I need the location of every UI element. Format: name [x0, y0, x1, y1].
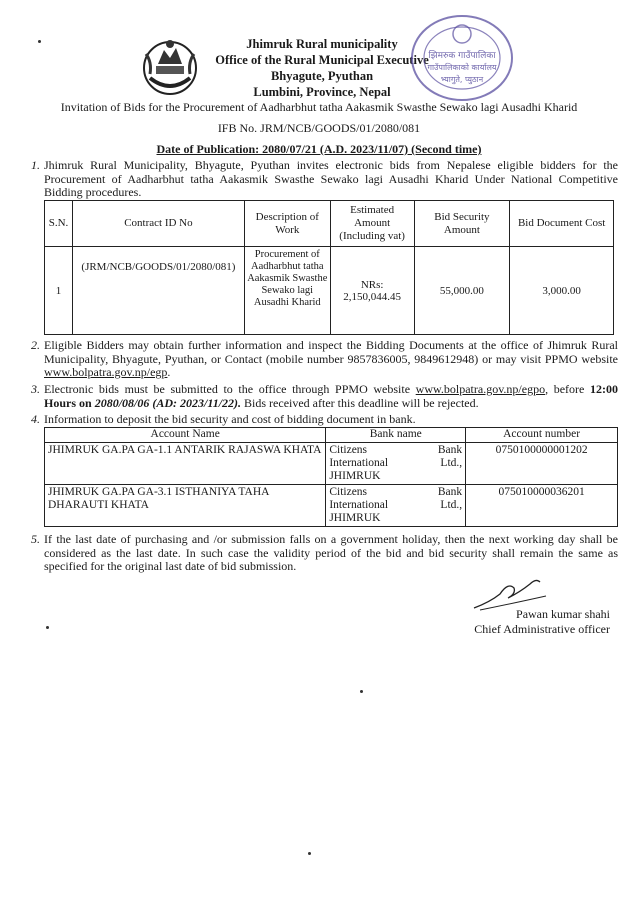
header-line-office: Office of the Rural Municipal Executive	[215, 53, 429, 67]
paragraph-text-c: Bids received after this deadline will be rejected.	[241, 395, 479, 410]
paragraph-number: 3.	[31, 382, 40, 396]
column-header-bid-security: Bid Security Amount	[414, 201, 510, 247]
bank-name-part: International	[329, 457, 389, 469]
scan-speck	[360, 690, 363, 693]
bank-name-part: Ltd.,	[440, 457, 463, 469]
paragraph-number: 2.	[31, 338, 40, 352]
paragraph-text: Electronic bids must be submitted to the office through PPMO website	[44, 382, 416, 396]
ifb-number: IFB No. JRM/NCB/GOODS/01/2080/081	[217, 121, 421, 135]
paragraph-text: Jhimruk Rural Municipality, Bhyagute, Pyuthan invites electronic bids from Nepalese eligible bidders for the Procurement of Aadharbhut tatha Aakasmik Swasthe Sewako lagi Ausadhi Kharid Under National Competitive Bidding procedures.	[44, 158, 618, 199]
paragraph-number: 4.	[31, 412, 40, 426]
bank-name-part: Ltd.,	[440, 499, 463, 511]
cell-document-cost: 3,000.00	[510, 247, 614, 335]
stamp-text-1: झिमरुक गाउँपालिका	[428, 51, 496, 61]
bank-name-part: International	[329, 499, 389, 511]
paragraph-text: If the last date of purchasing and /or submission falls on a government holiday, then the next working day shall be considered as the last date. In such case the validity period of the bid and bid security shall remain the same as specified for the original last date of bid submission.	[44, 532, 618, 573]
signer-block	[440, 607, 610, 637]
table-row	[45, 443, 618, 485]
signer-name: Pawan kumar shahi	[516, 607, 610, 621]
office-header	[212, 36, 432, 100]
table-header-row	[45, 201, 614, 247]
table-row	[45, 247, 614, 335]
scan-speck	[46, 626, 49, 629]
contract-table	[44, 200, 614, 335]
publication-date-text: Date of Publication: 2080/07/21 (A.D. 2023/11/07) (Second time)	[156, 142, 482, 156]
bank-name-part: Citizens	[329, 444, 368, 456]
paragraph-number: 1.	[31, 158, 40, 172]
bank-branch: JHIMRUK	[329, 512, 381, 524]
cell-estimated-amount: NRs: 2,150,044.45	[330, 247, 414, 335]
paragraph-text: Eligible Bidders may obtain further information and inspect the Bidding Documents at the office of Jhimruk Rural Municipality, Bhyagute, Pyuthan, or Contact (mobile number 9857836005, 9849612948) or may visit PPMO website	[44, 338, 618, 366]
header-line-address: Bhyagute, Pyuthan	[270, 69, 374, 83]
column-header-description: Description of Work	[244, 201, 330, 247]
column-header-account-number: Account number	[466, 428, 618, 443]
cell-account-number: 0750100000001202	[466, 443, 618, 485]
cell-account-number: 075010000036201	[466, 485, 618, 527]
ppmo-egpo-link[interactable]: www.bolpatra.gov.np/egpo	[415, 382, 546, 396]
cell-account-name: JHIMRUK GA.PA GA-1.1 ANTARIK RAJASWA KHATA	[45, 443, 326, 485]
paragraph-4	[31, 412, 618, 427]
ppmo-website-link[interactable]: www.bolpatra.gov.np/egp	[44, 365, 168, 379]
bank-name-part: Bank	[437, 444, 463, 456]
cell-sn: 1	[45, 247, 73, 335]
bank-table	[44, 427, 618, 527]
column-header-bank-name: Bank name	[326, 428, 466, 443]
table-row	[45, 485, 618, 527]
header-line-municipality: Jhimruk Rural municipality	[246, 37, 398, 51]
cell-account-name: JHIMRUK GA.PA GA-3.1 ISTHANIYA TAHA DHARAUTI KHATA	[45, 485, 326, 527]
column-header-account-name: Account Name	[45, 428, 326, 443]
column-header-document-cost: Bid Document Cost	[510, 201, 614, 247]
signer-title: Chief Administrative officer	[474, 622, 610, 636]
cell-description: Procurement of Aadharbhut tatha Aakasmik Swasthe Sewako lagi Ausadhi Kharid	[244, 247, 330, 335]
official-stamp	[408, 12, 516, 104]
deadline-date: 2080/08/06 (AD: 2023/11/22).	[94, 395, 242, 410]
cell-bank-name	[326, 485, 466, 527]
nepal-emblem-icon	[138, 34, 202, 98]
paragraph-5	[31, 532, 618, 574]
scan-speck	[38, 40, 41, 43]
header-line-province: Lumbini, Province, Nepal	[253, 85, 391, 99]
cell-bank-name	[326, 443, 466, 485]
invitation-title: Invitation of Bids for the Procurement of Aadharbhut tatha Aakasmik Swasthe Sewako lagi Ausadhi Kharid	[60, 100, 578, 114]
cell-bid-security: 55,000.00	[414, 247, 510, 335]
paragraph-number: 5.	[31, 532, 40, 546]
paragraph-3	[31, 382, 618, 410]
column-header-estimated-amount: Estimated Amount (Including vat)	[330, 201, 414, 247]
paragraph-tail: .	[167, 365, 171, 379]
bank-name-part: Bank	[437, 486, 463, 498]
stamp-text-3: भ्यागुते, प्युठान	[440, 75, 484, 84]
bank-branch: JHIMRUK	[329, 470, 381, 482]
publication-date	[0, 142, 638, 157]
table-header-row	[45, 428, 618, 443]
scan-speck	[308, 852, 311, 855]
stamp-text-2: गाउँपालिकाको कार्यालय	[427, 63, 497, 72]
paragraph-text: Information to deposit the bid security and cost of bidding document in bank.	[44, 412, 416, 426]
bank-name-part: Citizens	[329, 486, 368, 498]
column-header-contract-id: Contract ID No	[72, 201, 244, 247]
cell-contract-id: (JRM/NCB/GOODS/01/2080/081)	[72, 247, 244, 335]
paragraph-text-b: , before	[545, 382, 590, 396]
deadline-time: 12:00 Hours on	[44, 382, 618, 410]
paragraph-2	[31, 338, 618, 380]
column-header-sn: S.N.	[45, 201, 73, 247]
paragraph-1	[31, 158, 618, 200]
